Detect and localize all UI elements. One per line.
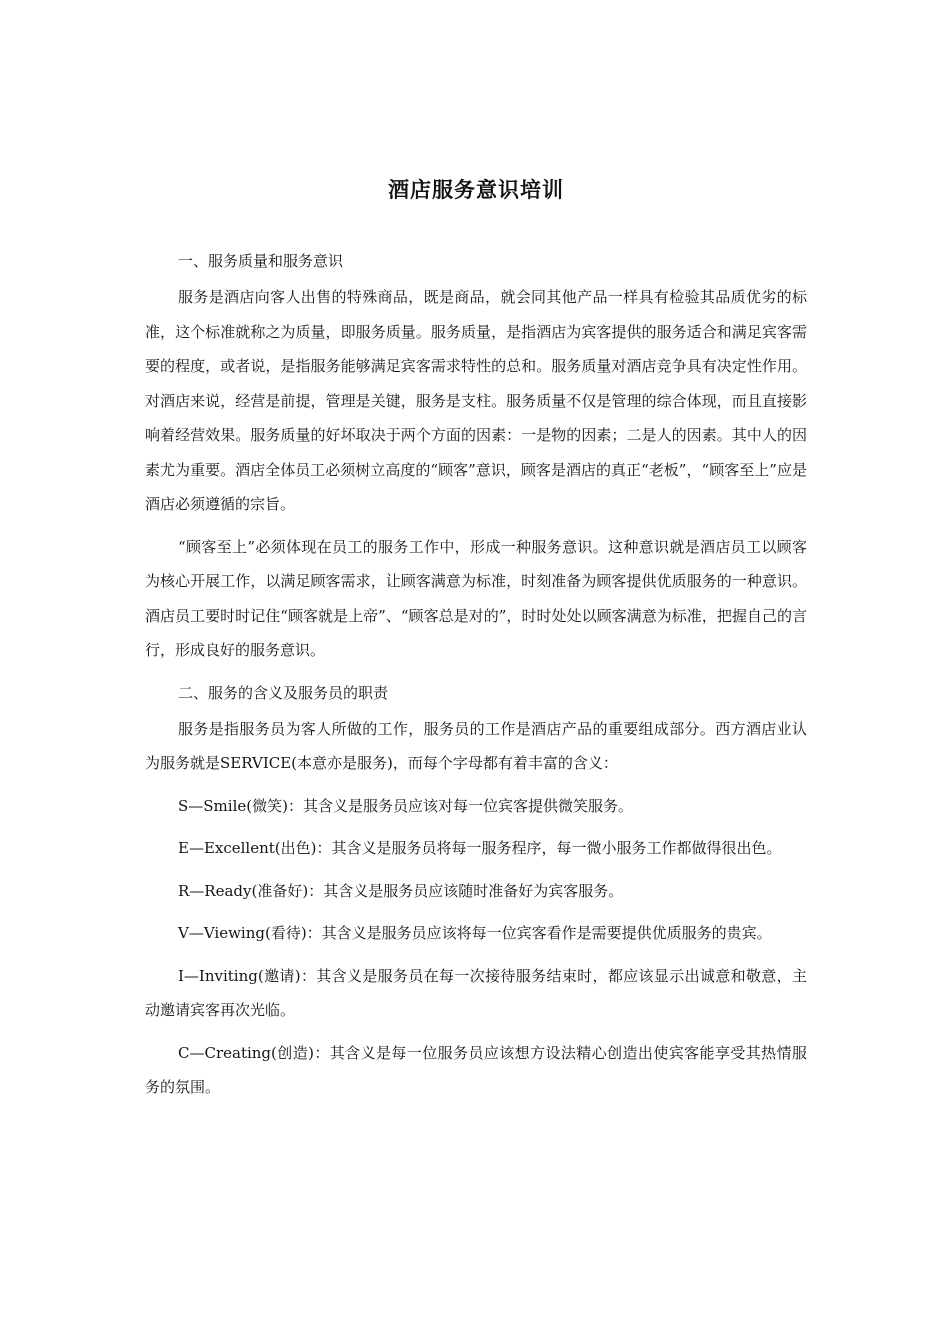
service-letter-e: E—Excellent(出色)：其含义是服务员将每一服务程序，每一微小服务工作都做得很出色。: [178, 839, 782, 857]
paragraph: “顾客至上”必须体现在员工的服务工作中，形成一种服务意识。这种意识就是酒店员工以顾客为核心开展工作，以满足顾客需求，让顾客满意为标准，时刻准备为顾客提供优质服务的一种意识。酒店员工要时时记住“顾客就是上帝”、“顾客总是对的”，时时处处以顾客满意为标准，把握自己的言行，形成良好的服务意识。: [145, 537, 807, 659]
paragraph: 服务是指服务员为客人所做的工作，服务员的工作是酒店产品的重要组成部分。西方酒店业认为服务就是SERVICE(本意亦是服务)，而每个字母都有着丰富的含义：: [145, 719, 807, 772]
document-title: 酒店服务意识培训: [388, 178, 564, 202]
document-body: [145, 170, 807, 1113]
service-letter-s: S—Smile(微笑)：其含义是服务员应该对每一位宾客提供微笑服务。: [178, 796, 633, 815]
service-letter-r: R—Ready(准备好)：其含义是服务员应该随时准备好为宾客服务。: [178, 881, 624, 900]
section-heading-service-meaning: 二、服务的含义及服务员的职责: [178, 683, 389, 702]
service-letter-i: I—Inviting(邀请)：其含义是服务员在每一次接待服务结束时，都应该显示出诚意和敬意，主动邀请宾客再次光临。: [145, 966, 807, 1019]
section-heading-service-quality: 一、服务质量和服务意识: [178, 252, 344, 270]
service-letter-c: C—Creating(创造)：其含义是每一位服务员应该想方设法精心创造出使宾客能享受其热情服务的氛围。: [145, 1043, 807, 1096]
paragraph: 服务是酒店向客人出售的特殊商品，既是商品，就会同其他产品一样具有检验其品质优劣的标准，这个标准就称之为质量，即服务质量。服务质量，是指酒店为宾客提供的服务适合和满足宾客需要的程度，或者说，是指服务能够满足宾客需求特性的总和。服务质量对酒店竞争具有决定性作用。对酒店来说，经营是前提，管理是关键，服务是支柱。服务质量不仅是管理的综合体现，而且直接影响着经营效果。服务质量的好坏取决于两个方面的因素：一是物的因素；二是人的因素。其中人的因素尤为重要。酒店全体员工必须树立高度的“顾客”意识，顾客是酒店的真正“老板”，“顾客至上”应是酒店必须遵循的宗旨。: [145, 288, 807, 513]
service-letter-v: V—Viewing(看待)：其含义是服务员应该将每一位宾客看作是需要提供优质服务的贵宾。: [178, 924, 772, 942]
